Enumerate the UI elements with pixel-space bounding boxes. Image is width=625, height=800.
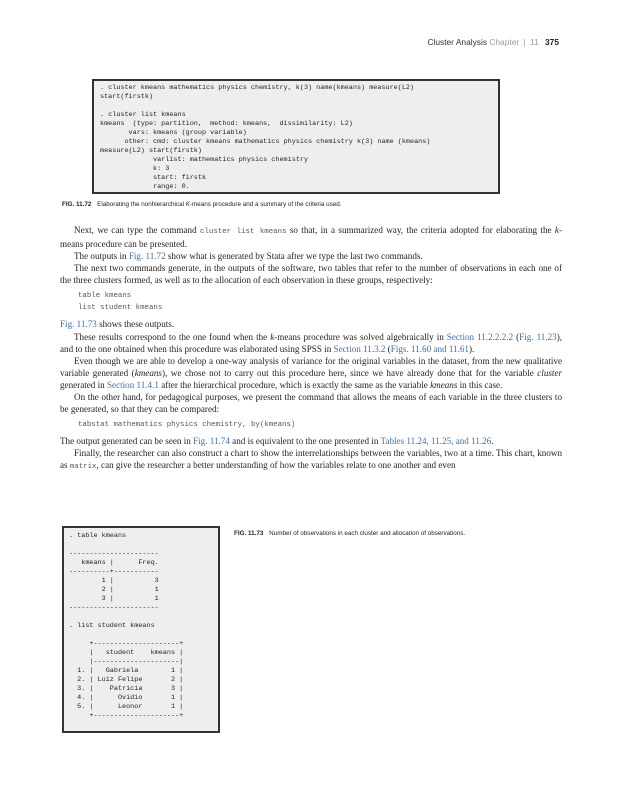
paragraph: Finally, the researcher can also construct a chart to show the interrelationships between the variables, two at a time. This chart, known as matrix, can give the researcher a better understanding of how the variables relate to one another and even (60, 448, 562, 472)
running-header-title: Cluster Analysis (427, 37, 488, 47)
link-section-11-3-2[interactable]: Section 11.3.2 (333, 343, 386, 354)
code-output-line: 2. | Luiz Felipe 2 | (69, 676, 184, 684)
body-text (60, 224, 562, 474)
code-output-line: ----------+----------- (69, 568, 159, 576)
paragraph: The outputs in Fig. 11.72 show what is generated by Stata after we type the last two commands. (74, 251, 423, 262)
paragraph: Next, we can type the command cluster list kmeans so that, in a summarized way, the criteria adopted for elaborating the k-means procedure can be presented. (60, 225, 562, 250)
code-block (60, 419, 562, 431)
link-fig-11-74[interactable]: Fig. 11.74 (193, 436, 230, 447)
figure-11-72-stata-output (92, 79, 500, 194)
code-output-line: ---------------------- (69, 604, 159, 612)
code-output-line (69, 631, 213, 640)
code-block (60, 290, 562, 314)
inline-code: matrix (69, 463, 97, 472)
code-output-line: . list student kmeans (69, 622, 155, 630)
link-tables-11-24-11-26[interactable]: Tables 11.24, 11.25, and 11.26 (380, 436, 492, 447)
paragraph: On the other hand, for pedagogical purposes, we present the command that allows the means of each variable in the three clusters to be generated, so that they can be compared: (60, 392, 562, 415)
figure-11-73-code (69, 532, 213, 721)
link-fig-11-72[interactable]: Fig. 11.72 (128, 251, 166, 262)
code-output-line: +---------------------+ (69, 640, 184, 648)
figure-11-73-caption-label: FIG. 11.73 (234, 530, 264, 537)
page-number: 375 (545, 37, 559, 47)
paragraph: These results correspond to the one found when the k-means procedure was solved algebraically in Section 11.2.2.2.2 (Fig. 11.23), and to the one obtained when this procedure was elaborated using SPSS in Section 11.3.2 (Figs. 11.60 and 11.61). (60, 331, 563, 354)
code-line: table kmeans (78, 292, 132, 301)
code-output-line: measure(L2) start(firstk) (100, 147, 202, 155)
code-output-line (69, 613, 213, 622)
code-output-line (100, 102, 492, 111)
paragraph: Even though we are able to develop a one-way analysis of variance for the original variables in the dataset, from the new qualitative variable generated (kmeans), we chose not to carry out this procedure here, since we have already done that for the variable cluster generated in Section 11.4.1 after the hierarchical procedure, which is exactly the same as the variable kmeans in this case. (60, 355, 563, 390)
inline-code: cluster list kmeans (200, 228, 287, 236)
link-figs-11-60-11-61[interactable]: Figs. 11.60 and 11.61 (390, 343, 469, 354)
figure-11-72-code (100, 84, 492, 192)
code-output-line: . cluster kmeans mathematics physics chemistry, k(3) name(kmeans) measure(L2) (100, 84, 415, 92)
code-output-line: . table kmeans (69, 532, 127, 540)
running-header (427, 37, 559, 47)
code-output-line: | student kmeans | (69, 649, 184, 657)
code-output-line: 1 | 3 (69, 577, 159, 585)
link-section-11-4-1[interactable]: Section 11.4.1 (106, 379, 159, 390)
code-output-line: kmeans | Freq. (69, 559, 159, 567)
paragraph: The output generated can be seen in Fig. 11.74 and is equivalent to the one presented in Tables 11.24, 11.25, and 11.26. (60, 436, 494, 447)
figure-11-72-caption: FIG. 11.72 Elaborating the nonhierarchical K-means procedure and a summary of the criteria used. (62, 201, 342, 208)
code-output-line: start(firstk) (100, 93, 154, 101)
code-output-line: vars: kmeans (group variable) (100, 129, 247, 137)
running-header-chapter-number: 11 (529, 37, 539, 47)
figure-11-73-caption: FIG. 11.73 Number of observations in each cluster and allocation of observations. (234, 530, 466, 537)
code-output-line: 3 | 1 (69, 595, 159, 603)
figure-11-72-caption-label: FIG. 11.72 (62, 201, 92, 208)
code-output-line: 5. | Leonor 1 | (69, 703, 184, 711)
link-fig-11-23[interactable]: Fig. 11.23 (519, 331, 557, 342)
code-output-line: k: 3 (100, 165, 170, 173)
code-output-line: |---------------------| (69, 658, 184, 666)
code-output-line: varlist: mathematics physics chemistry (100, 156, 309, 164)
code-output-line: start: firstk (100, 174, 207, 182)
code-line: tabstat mathematics physics chemistry, by(kmeans) (78, 421, 296, 430)
code-output-line: other: cmd: cluster kmeans mathematics physics chemistry k(3) name (kmeans) (100, 138, 431, 146)
paragraph: Fig. 11.73 shows these outputs. (60, 319, 175, 330)
code-line: list student kmeans (78, 304, 163, 313)
code-output-line: range: 0. (100, 183, 190, 191)
code-output-line: 1. | Gabriela 1 | (69, 667, 184, 675)
running-header-chapter-label: Chapter (489, 37, 520, 47)
running-header-separator: | (523, 37, 526, 47)
code-output-line: ---------------------- (69, 550, 159, 558)
figure-11-73-stata-output (62, 526, 220, 733)
code-output-line (69, 541, 213, 550)
code-output-line: . cluster list kmeans (100, 111, 186, 119)
code-output-line: kmeans (type: partition, method: kmeans, dissimilarity: L2) (100, 120, 353, 128)
code-output-line: 3. | Patricia 3 | (69, 685, 184, 693)
link-section-11-2-2-2-2[interactable]: Section 11.2.2.2.2 (446, 331, 514, 342)
code-output-line: 4. | Ovidio 1 | (69, 694, 184, 702)
code-output-line: +---------------------+ (69, 712, 184, 720)
code-output-line: 2 | 1 (69, 586, 159, 594)
paragraph: The next two commands generate, in the outputs of the software, two tables that refer to the number of observations in each one of the three clusters formed, as well as to the allocation of each observation in these groups, respectively: (60, 263, 562, 286)
link-fig-11-73[interactable]: Fig. 11.73 (60, 319, 97, 330)
